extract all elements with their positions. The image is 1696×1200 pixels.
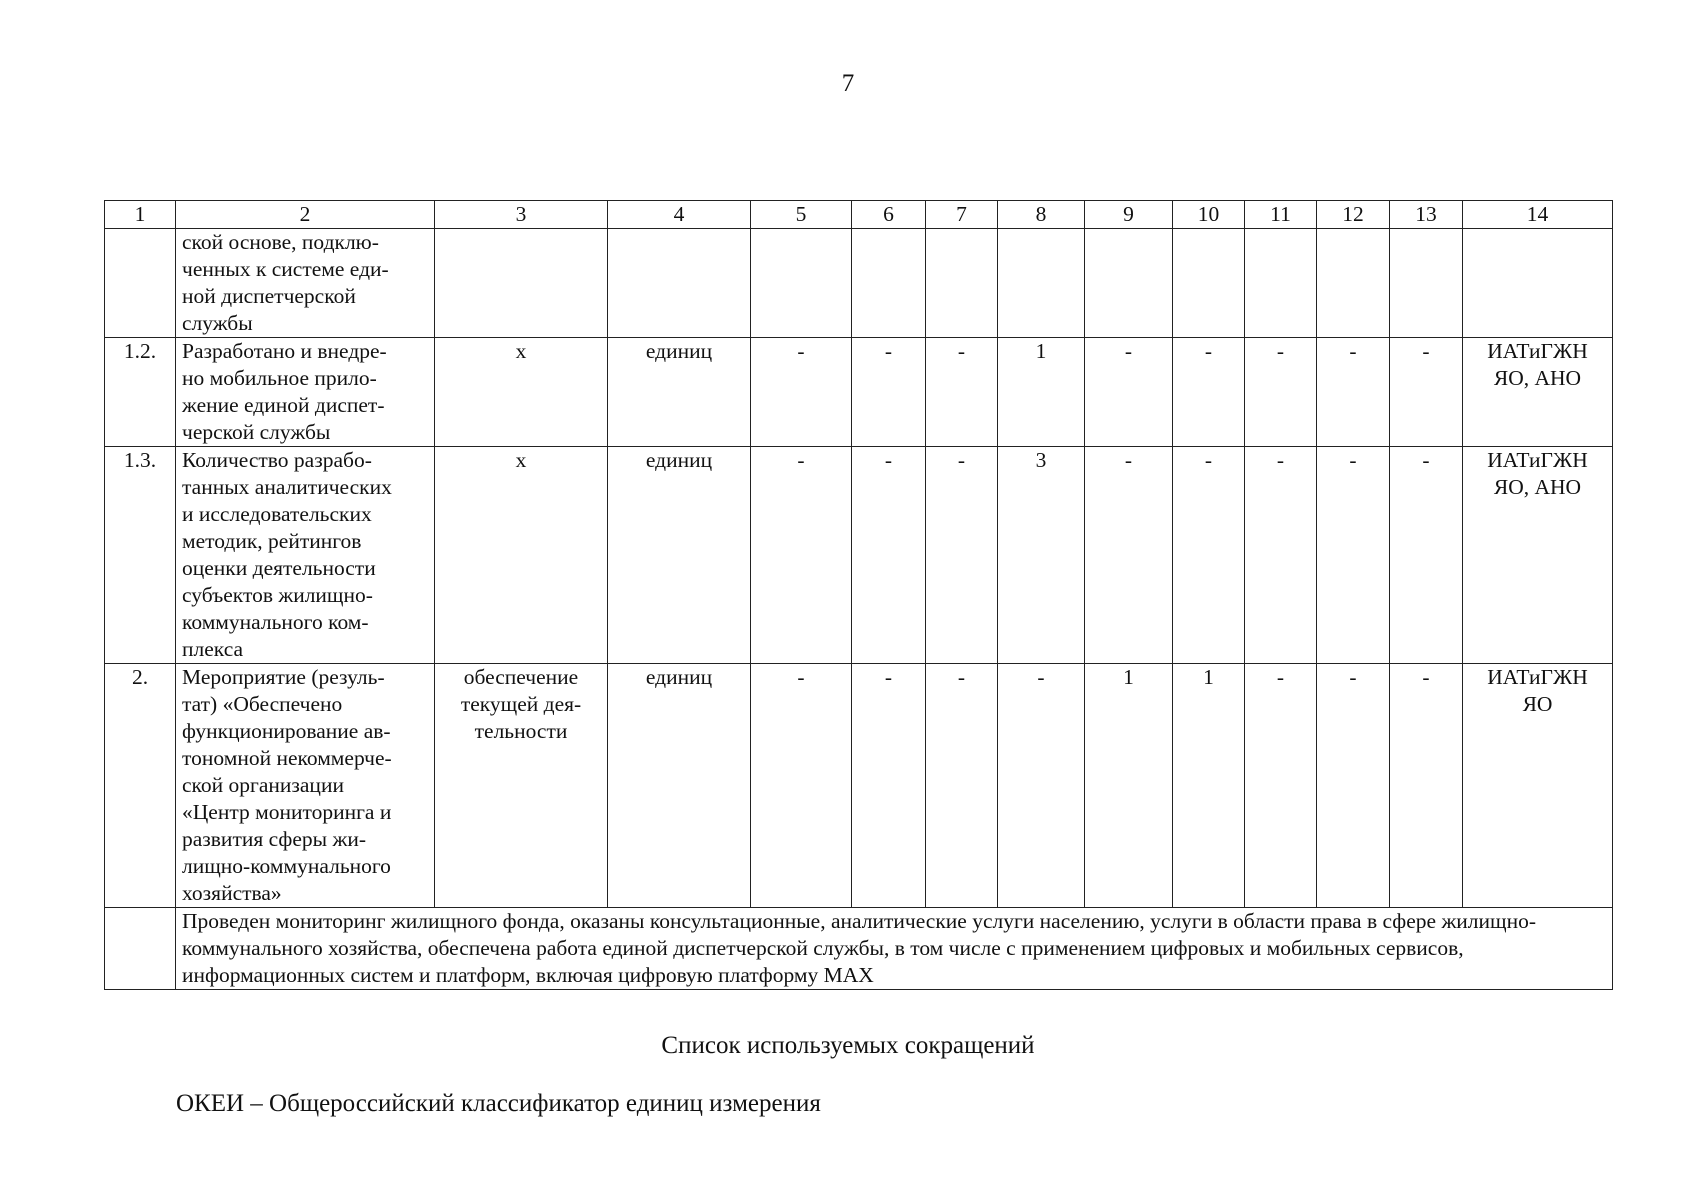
value-cell: - [852,338,926,447]
responsible: ИАТиГЖН ЯО, АНО [1463,447,1613,664]
value-cell: 1 [1173,664,1245,908]
value-cell: - [751,664,852,908]
value-cell: - [1390,338,1463,447]
unit-of-measure: единиц [608,338,751,447]
value-cell: - [1245,664,1317,908]
unit-of-measure: единиц [608,664,751,908]
value-cell: - [1173,338,1245,447]
value-cell: - [1085,447,1173,664]
value-cell: - [852,664,926,908]
column-header: 12 [1317,201,1390,229]
value-cell: - [751,338,852,447]
value-cell [926,229,998,338]
value-cell: - [1245,338,1317,447]
indicator-name: Мероприятие (резуль- тат) «Обеспечено функционирование ав- тономной некоммерче- ской организации «Центр мониторинга и развития сферы жи- лищно-коммунального хозяйства» [176,664,435,908]
value-cell: 3 [998,447,1085,664]
page-number: 7 [841,70,855,97]
value-cell: - [1317,447,1390,664]
value-cell [998,229,1085,338]
indicator-name: ской основе, подклю- ченных к системе еди- ной диспетчерской службы [176,229,435,338]
indicator-type: х [435,447,608,664]
table-row [105,229,1613,338]
value-cell [1173,229,1245,338]
value-cell: 1 [998,338,1085,447]
value-cell: - [1317,338,1390,447]
value-cell: - [852,447,926,664]
value-cell: - [926,338,998,447]
value-cell: - [1085,338,1173,447]
value-cell [1390,229,1463,338]
value-cell [1317,229,1390,338]
column-header: 3 [435,201,608,229]
column-header: 14 [1463,201,1613,229]
value-cell: - [1390,664,1463,908]
value-cell: - [1390,447,1463,664]
row-number: 1.3. [105,447,176,664]
column-header: 9 [1085,201,1173,229]
indicator-type: х [435,338,608,447]
unit-of-measure: единиц [608,447,751,664]
row-number: 1.2. [105,338,176,447]
column-header: 1 [105,201,176,229]
value-cell [1245,229,1317,338]
table-row [105,664,1613,908]
column-header: 8 [998,201,1085,229]
value-cell: - [1173,447,1245,664]
value-cell [1085,229,1173,338]
indicator-name: Количество разрабо- танных аналитических и исследовательских методик, рейтингов оценки деятельности субъектов жилищно- коммунального ком- плекса [176,447,435,664]
column-header: 4 [608,201,751,229]
indicators-table [104,200,1613,990]
table-row [105,447,1613,664]
value-cell: 1 [1085,664,1173,908]
value-cell [852,229,926,338]
value-cell: - [998,664,1085,908]
table-row [105,338,1613,447]
indicator-type: обеспечение текущей дея- тельности [435,664,608,908]
responsible: ИАТиГЖН ЯО [1463,664,1613,908]
value-cell: - [926,664,998,908]
column-header: 6 [852,201,926,229]
responsible [1463,229,1613,338]
column-header: 2 [176,201,435,229]
summary-row [105,908,1613,990]
value-cell: - [1317,664,1390,908]
unit-of-measure [608,229,751,338]
responsible: ИАТиГЖН ЯО, АНО [1463,338,1613,447]
value-cell: - [1245,447,1317,664]
summary-empty-cell [105,908,176,990]
header-row [105,201,1613,229]
column-header: 5 [751,201,852,229]
column-header: 13 [1390,201,1463,229]
abbreviations-title: Список используемых сокращений [661,1032,1035,1059]
row-number: 2. [105,664,176,908]
indicator-type [435,229,608,338]
abbreviation-item: ОКЕИ – Общероссийский классификатор единиц измерения [176,1090,821,1117]
column-header: 7 [926,201,998,229]
column-header: 11 [1245,201,1317,229]
summary-text: Проведен мониторинг жилищного фонда, оказаны консультационные, аналитические услуги населению, услуги в области права в сфере жилищно-коммунального хозяйства, обеспечена работа единой диспетчерской службы, в том числе с применением цифровых и мобильных сервисов, информационных систем и платформ, включая цифровую платформу MAX [176,908,1613,990]
value-cell: - [926,447,998,664]
column-header: 10 [1173,201,1245,229]
indicator-name: Разработано и внедре- но мобильное прило- жение единой диспет- черской службы [176,338,435,447]
value-cell [751,229,852,338]
value-cell: - [751,447,852,664]
row-number [105,229,176,338]
